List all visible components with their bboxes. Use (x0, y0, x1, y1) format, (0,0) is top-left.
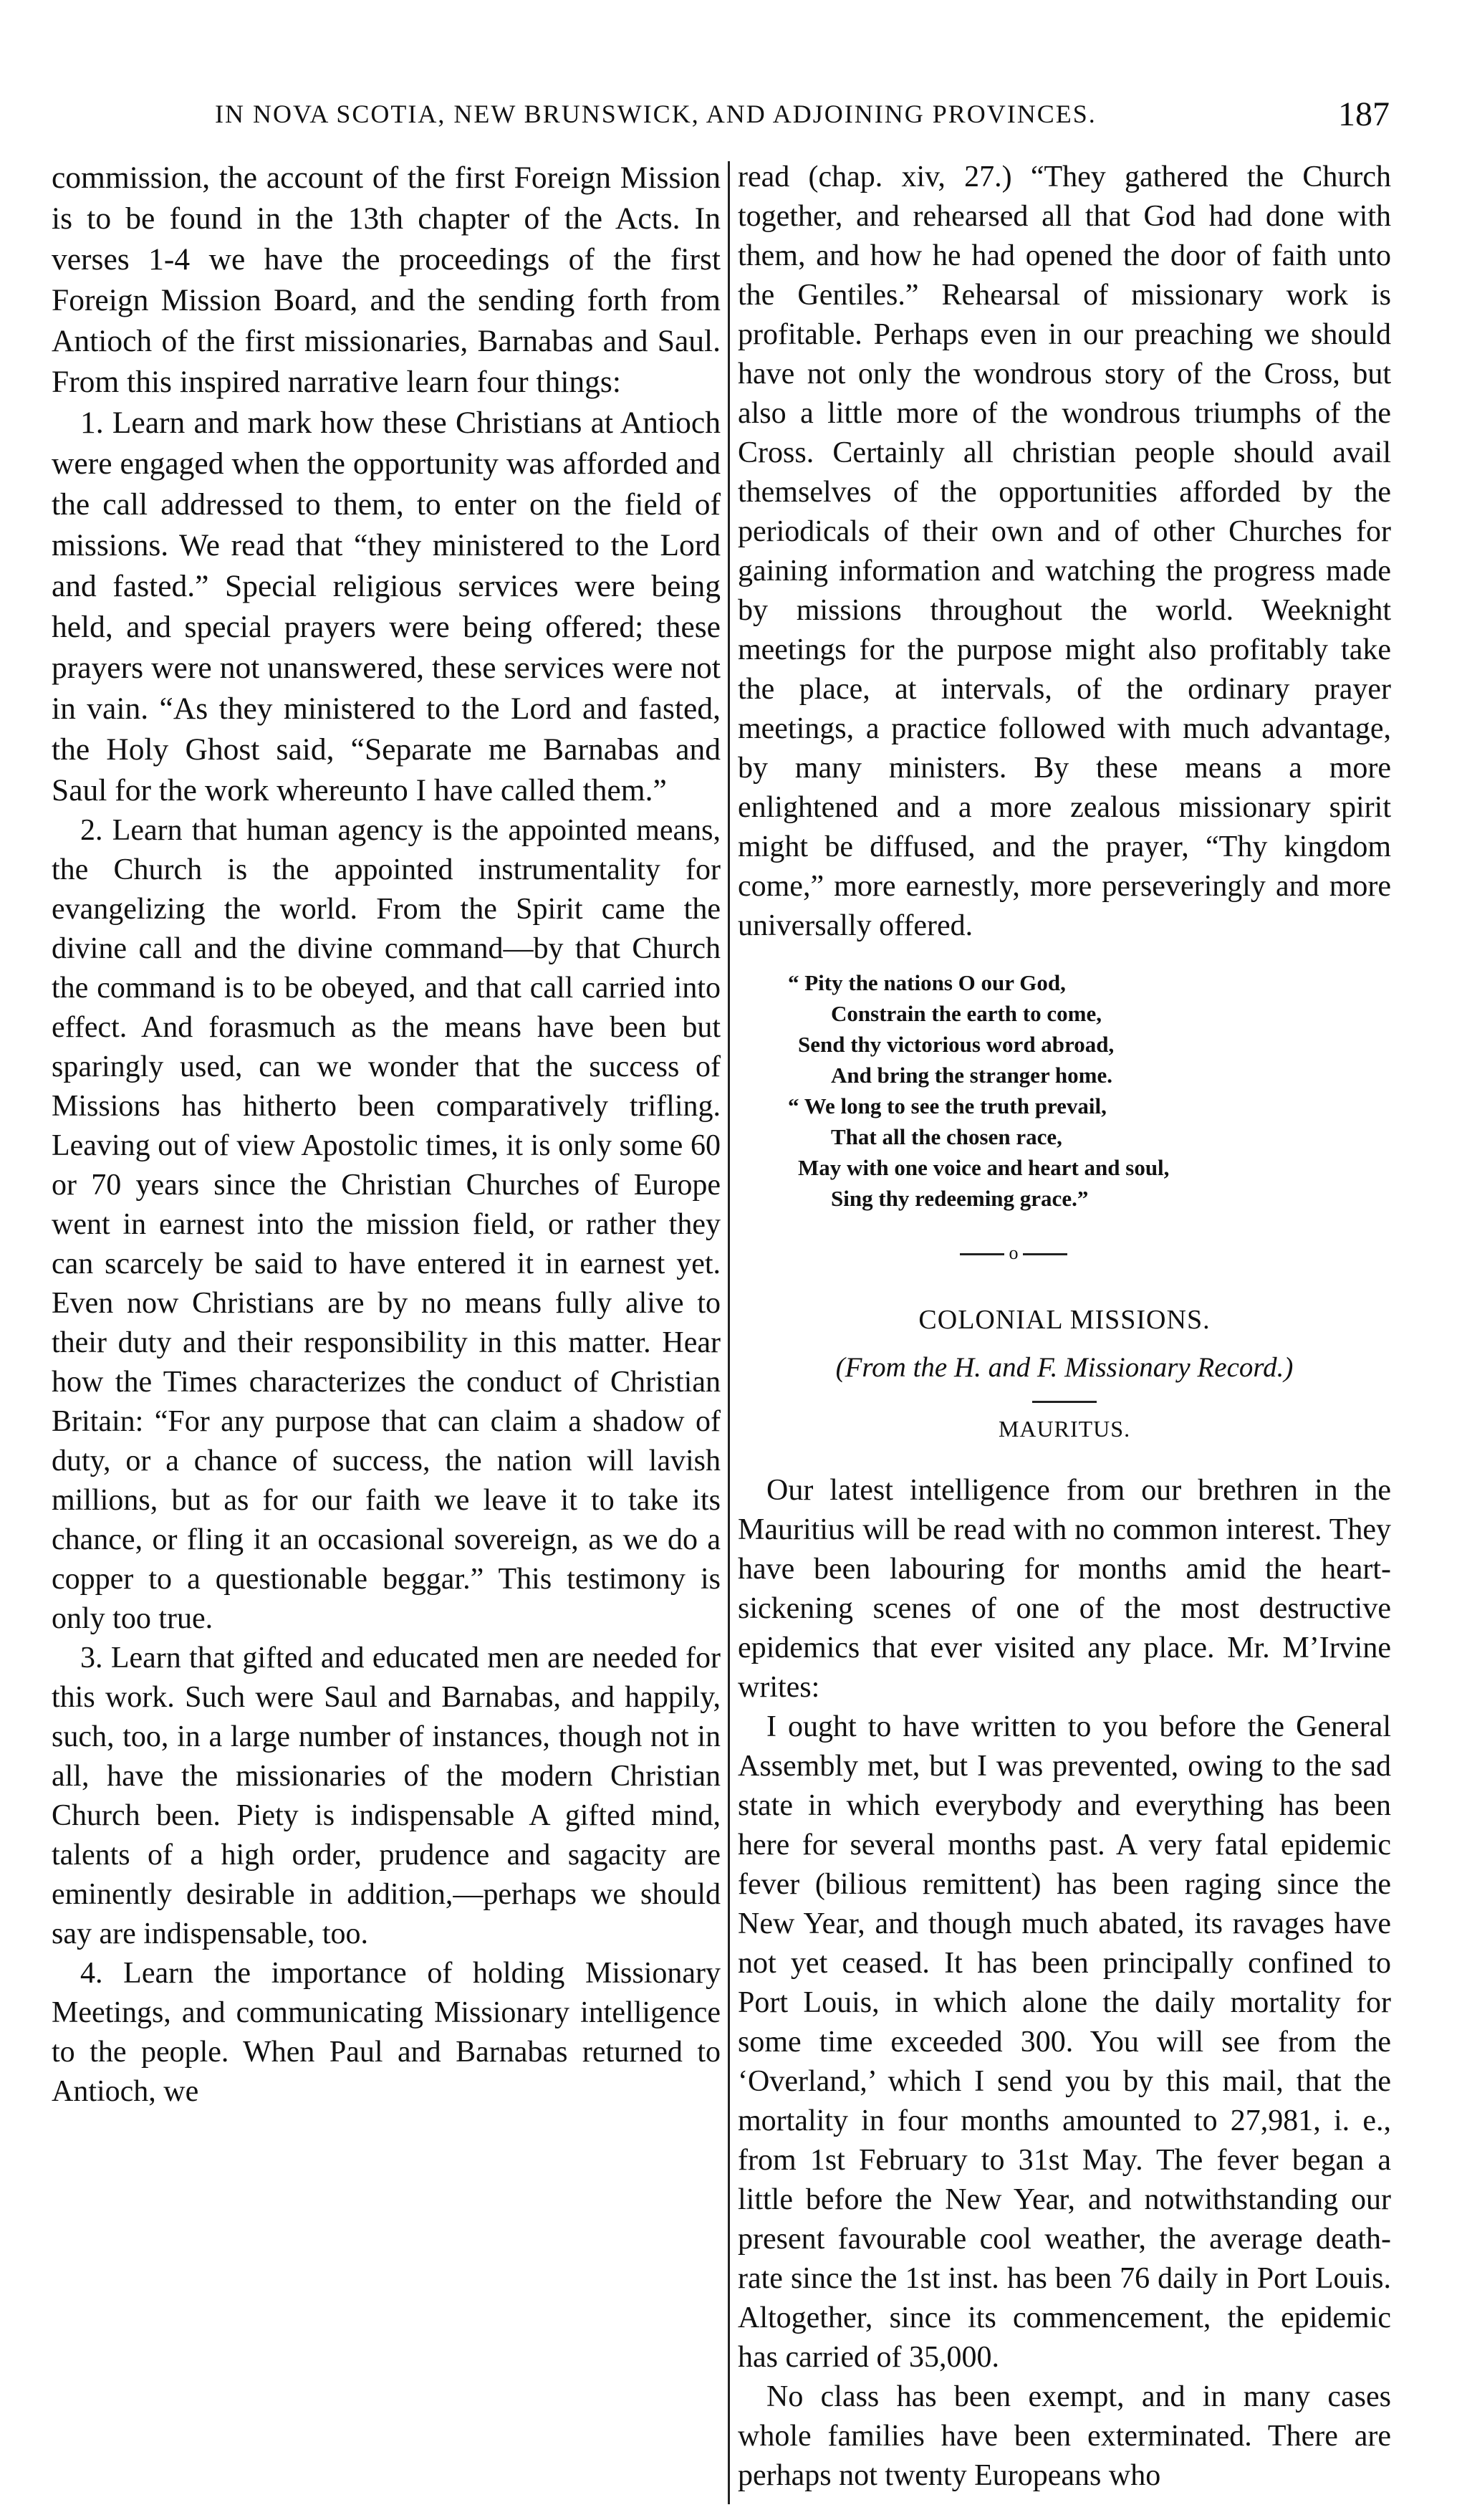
place-heading: MAURITUS. (998, 1416, 1131, 1442)
paragraph: read (chap. xiv, 27.) “They gathered the Church together, and rehearsed all that God had done with them, and how he had opened the door of faith unto the Gentiles.” Rehearsal of missionary work is profitable. Perhaps even in our preaching we should have not only the wondrous story of the Cross, but also a little more of the wondrous triumphs of the Cross. Certainly all christian people should avail themselves of the opportunities afforded by the periodicals of their own and of other Churches for gaining information and watching the progress made by missions throughout the world. Weeknight meetings for the purpose might also profitably take the place, at intervals, of the ordinary prayer meetings, a practice followed with much advantage, by many ministers. By these means a more enlightened and a more zealous missionary spirit might be diffused, and the prayer, “Thy kingdom come,” more earnestly, more perseveringly and more universally offered. (738, 161, 1391, 942)
column-divider (728, 161, 730, 2504)
paragraph: 1. Learn and mark how these Christians at Antioch were engaged when the opportunity was afforded and the call addressed to them, to enter on the field of missions. We read that “they ministered to the Lord and fasted.” Special religious services were being held, and special prayers were being offered; these prayers were not unanswered, these services were not in vain. “As they ministered to the Lord and fasted, the Holy Ghost said, “Separate me Barnabas and Saul for the work whereunto I have called them.” (52, 406, 721, 808)
poem-line: “ Pity the nations O our God, (788, 970, 1066, 995)
paragraph: 3. Learn that gifted and educated men are needed for this work. Such were Saul and Barnabas, and happily, such, too, in a large number of instances, though not in all, have the missionaries of the modern Christian Church been. Piety is indispensable A gifted mind, talents of a high order, prudence and sagacity are eminently desirable in addition,—perhaps we should say are indispensable, too. (52, 1642, 721, 1950)
section-title: COLONIAL MISSIONS. (918, 1305, 1211, 1335)
hymn-quote (788, 967, 1391, 1214)
short-rule (1032, 1401, 1097, 1403)
paragraph: 4. Learn the importance of holding Missionary Meetings, and communicating Missionary intelligence to the people. When Paul and Barnabas returned to Antioch, we (52, 1957, 721, 2108)
paragraph: No class has been exempt, and in many cases whole families have been exterminated. There are perhaps not twenty Europeans who (738, 2380, 1391, 2492)
running-title: IN NOVA SCOTIA, NEW BRUNSWICK, AND ADJOINING PROVINCES. (215, 100, 1097, 128)
section-source: (From the H. and F. Missionary Record.) (835, 1352, 1294, 1383)
paragraph: commission, the account of the first Foreign Mission is to be found in the 13th chapter of the Acts. In verses 1-4 we have the proceedings of the first Foreign Mission Board, and the sending forth from Antioch of the first missionaries, Barnabas and Saul. From this inspired narrative learn four things: (52, 161, 721, 399)
poem-line: Sing thy redeeming grace.” (831, 1186, 1089, 1211)
poem-line: Constrain the earth to come, (831, 1001, 1102, 1026)
poem-line: Send thy victorious word abroad, (798, 1032, 1115, 1057)
paragraph: 2. Learn that human agency is the appointed means, the Church is the appointed instrumentality for evangelizing the world. From the Spirit came the divine call and the divine command—by that Church the command is to be obeyed, and that call carried into effect. And forasmuch as the means have been but sparingly used, can we wonder that the success of Missions has hitherto been comparatively trifling. Leaving out of view Apostolic times, it is only some 60 or 70 years since the Christian Churches of Europe went in earnest into the mission field, or rather they can scarcely be said to have entered it in earnest yet. Even now Christians are by no means fully alive to their duty and their responsibility in this matter. Hear how the Times characterizes the conduct of Christian Britain: “For any purpose that can claim a shadow of duty, or a chance of success, the nation will lavish millions, but as for our faith we leave it to take its chance, or fling it an occasional sovereign, as we do a copper to a questionable beggar.” This testimony is only too true. (52, 814, 721, 1635)
poem-line: May with one voice and heart and soul, (798, 1155, 1170, 1180)
paragraph: Our latest intelligence from our brethren in the Mauritius will be read with no common interest. They have been labouring for months amid the heart-sickening scenes of one of the most destructive epidemics that ever visited any place. Mr. M’Irvine writes: (738, 1474, 1391, 1704)
right-column (738, 158, 1391, 2492)
section-divider: o (960, 1242, 1067, 1264)
poem-line: And bring the stranger home. (831, 1063, 1112, 1088)
poem-line: That all the chosen race, (831, 1124, 1062, 1149)
running-head (215, 95, 1390, 142)
page-number: 187 (1338, 95, 1390, 133)
left-column (52, 158, 721, 2463)
paragraph: I ought to have written to you before the General Assembly met, but I was prevented, owing to the sad state in which everybody and everything has been here for several months past. A very fatal epidemic fever (bilious remittent) has been raging since the New Year, and though much abated, its ravages have not yet ceased. It has been principally confined to Port Louis, in which alone the daily mortality for some time exceeded 300. You will see from the ‘Overland,’ which I send you by this mail, that the mortality in four months amounted to 27,981, i. e., from 1st February to 31st May. The fever began a little before the New Year, and notwithstanding our present favourable cool weather, the average death-rate since the 1st inst. has been 76 daily in Port Louis. Altogether, since its commencement, the epidemic has carried of 35,000. (738, 1710, 1391, 2374)
poem-line: “ We long to see the truth prevail, (788, 1093, 1107, 1118)
